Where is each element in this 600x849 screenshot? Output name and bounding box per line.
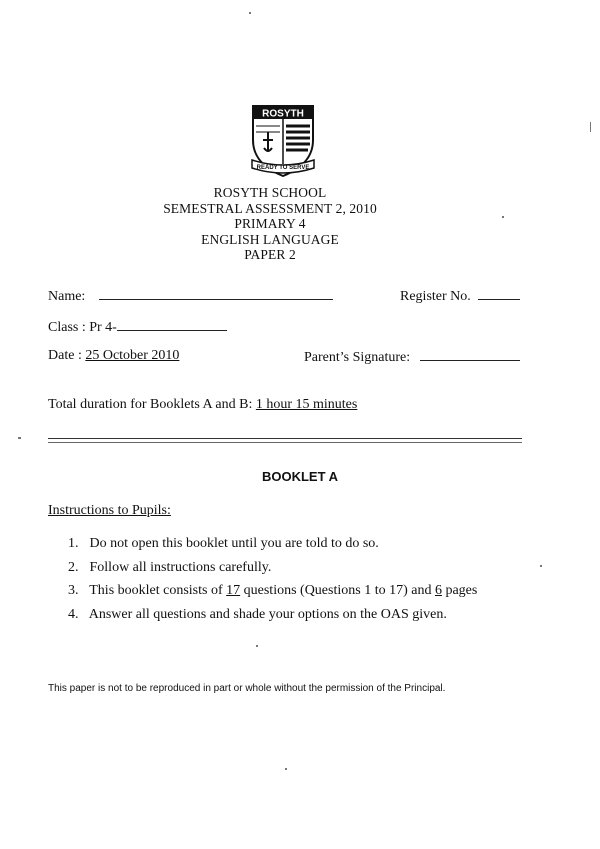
duration-row — [48, 397, 357, 413]
register-blank[interactable] — [478, 287, 520, 300]
exam-header — [0, 185, 540, 263]
assessment-title: SEMESTRAL ASSESSMENT 2, 2010 — [163, 200, 377, 216]
list-item: 1. Do not open this booklet until you are told to do so. — [68, 536, 379, 551]
instructions-title: Instructions to Pupils: — [48, 503, 171, 518]
scan-speck — [18, 437, 21, 439]
divider-line — [48, 438, 522, 439]
name-blank[interactable] — [99, 287, 333, 300]
school-name: ROSYTH SCHOOL — [213, 185, 327, 200]
scan-speck — [590, 122, 591, 132]
signature-blank[interactable] — [420, 348, 520, 361]
copyright-notice: This paper is not to be reproduced in part or whole without the permission of the Principal. — [48, 683, 446, 694]
register-row — [400, 287, 520, 305]
name-row — [48, 287, 333, 305]
page-count: 6 — [434, 583, 442, 598]
scan-speck — [502, 216, 504, 218]
date-separator: : — [77, 348, 82, 363]
class-value: Pr 4- — [89, 320, 117, 335]
svg-text:ROSYTH: ROSYTH — [262, 108, 304, 120]
scan-speck — [256, 645, 258, 647]
booklet-title: BOOKLET A — [261, 469, 339, 484]
list-item: 4. Answer all questions and shade your options on the OAS given. — [68, 606, 447, 622]
duration-value: 1 hour 15 minutes — [255, 397, 358, 412]
scan-speck — [249, 12, 251, 14]
subject: ENGLISH LANGUAGE — [201, 231, 339, 247]
duration-label: Total duration for Booklets A and B: — [48, 397, 253, 412]
class-row — [48, 318, 227, 336]
signature-row — [304, 348, 520, 366]
question-count: 17 — [226, 583, 241, 598]
date-value: 25 October 2010 — [85, 348, 180, 363]
divider-line-secondary — [48, 442, 522, 443]
paper: PAPER 2 — [244, 247, 296, 262]
svg-text:READY TO SERVE: READY TO SERVE — [256, 165, 310, 171]
register-label: Register No. — [400, 289, 471, 304]
instructions-list — [68, 532, 477, 626]
class-blank[interactable] — [117, 318, 227, 331]
signature-label: Parent’s Signature: — [304, 350, 411, 365]
date-label: Date — [48, 348, 75, 363]
scan-speck — [540, 565, 542, 567]
scan-speck — [285, 768, 287, 770]
name-label: Name: — [48, 289, 86, 304]
list-item: 2. Follow all instructions carefully. — [68, 559, 272, 575]
school-crest-logo — [248, 102, 318, 178]
date-row — [48, 348, 179, 364]
level: PRIMARY 4 — [234, 216, 306, 231]
list-item: 3. This booklet consists of 17 questions (Questions 1 to 17) and 6 pages — [68, 583, 478, 598]
class-label: Class : — [48, 320, 86, 335]
